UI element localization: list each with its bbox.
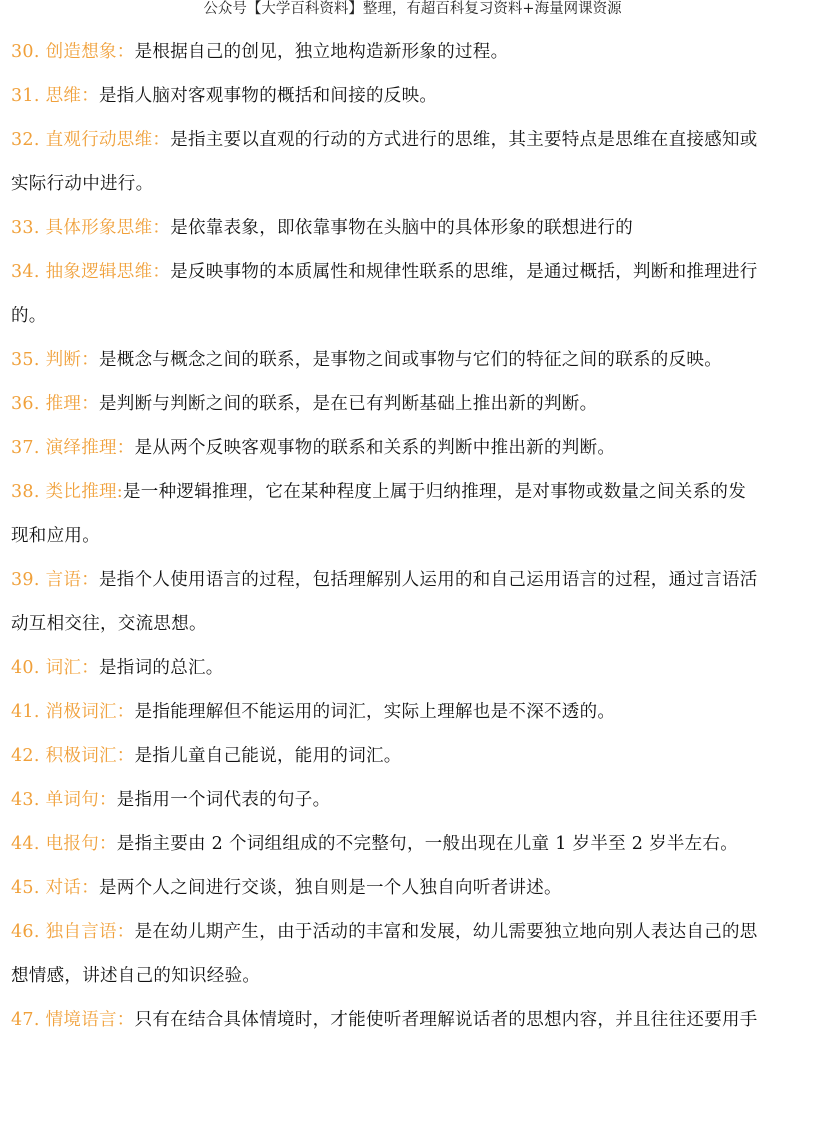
entry-line bbox=[11, 294, 816, 338]
page-header: 公众号【大学百科资料】整理，有超百科复习资料+海量网课资源 bbox=[203, 1, 622, 17]
glossary-entry bbox=[11, 382, 816, 426]
entry-definition: 是指人脑对客观事物的概括和间接的反映。 bbox=[99, 86, 438, 106]
entry-line bbox=[11, 646, 816, 690]
glossary-entry bbox=[11, 118, 816, 206]
entry-definition: 实际行动中进行。 bbox=[11, 174, 154, 194]
entry-term: 45. 对话： bbox=[11, 878, 99, 898]
entry-line bbox=[11, 426, 816, 470]
entry-definition: 是指主要以直观的行动的方式进行的思维，其主要特点是思维在直接感知或 bbox=[170, 130, 758, 150]
entry-line bbox=[11, 338, 816, 382]
entry-term: 44. 电报句： bbox=[11, 834, 117, 854]
entry-definition: 是两个人之间进行交谈，独自则是一个人独自向听者讲述。 bbox=[99, 878, 562, 898]
entry-line bbox=[11, 998, 816, 1042]
entry-term: 47. 情境语言： bbox=[11, 1010, 135, 1030]
entry-definition: 是指词的总汇。 bbox=[99, 658, 224, 678]
entry-line bbox=[11, 250, 816, 294]
entry-line bbox=[11, 690, 816, 734]
glossary-entry bbox=[11, 30, 816, 74]
glossary-entry bbox=[11, 822, 816, 866]
entry-definition: 现和应用。 bbox=[11, 526, 100, 546]
glossary-entries bbox=[11, 30, 816, 1042]
glossary-entry bbox=[11, 250, 816, 338]
entry-line bbox=[11, 514, 816, 558]
entry-definition: 是指儿童自己能说，能用的词汇。 bbox=[134, 746, 402, 766]
entry-term: 40. 词汇： bbox=[11, 658, 99, 678]
entry-line bbox=[11, 558, 816, 602]
entry-term: 32. 直观行动思维： bbox=[11, 130, 171, 150]
entry-definition: 是判断与判断之间的联系，是在已有判断基础上推出新的判断。 bbox=[99, 394, 598, 414]
glossary-entry bbox=[11, 470, 816, 558]
entry-line bbox=[11, 206, 816, 250]
entry-definition: 是指个人使用语言的过程，包括理解别人运用的和自己运用语言的过程，通过言语活 bbox=[99, 570, 758, 590]
entry-term: 31. 思维： bbox=[11, 86, 99, 106]
entry-definition: 的。 bbox=[11, 306, 47, 326]
entry-term: 35. 判断： bbox=[11, 350, 99, 370]
glossary-entry bbox=[11, 646, 816, 690]
entry-line bbox=[11, 162, 816, 206]
entry-definition: 只有在结合具体情境时，才能使听者理解说话者的思想内容，并且往往还要用手 bbox=[134, 1010, 758, 1030]
entry-definition: 是从两个反映客观事物的联系和关系的判断中推出新的判断。 bbox=[134, 438, 616, 458]
entry-line bbox=[11, 602, 816, 646]
entry-line bbox=[11, 74, 816, 118]
glossary-entry bbox=[11, 206, 816, 250]
entry-definition: 是指能理解但不能运用的词汇，实际上理解也是不深不透的。 bbox=[134, 702, 616, 722]
entry-line bbox=[11, 734, 816, 778]
entry-line bbox=[11, 30, 816, 74]
glossary-entry bbox=[11, 74, 816, 118]
glossary-entry bbox=[11, 778, 816, 822]
entry-definition: 是一种逻辑推理，它在某种程度上属于归纳推理，是对事物或数量之间关系的发 bbox=[123, 482, 746, 502]
glossary-entry bbox=[11, 734, 816, 778]
entry-term: 36. 推理： bbox=[11, 394, 99, 414]
entry-definition: 想情感，讲述自己的知识经验。 bbox=[11, 966, 261, 986]
entry-definition: 是根据自己的创见，独立地构造新形象的过程。 bbox=[134, 42, 509, 62]
entry-definition: 动互相交往，交流思想。 bbox=[11, 614, 207, 634]
glossary-entry bbox=[11, 690, 816, 734]
glossary-entry bbox=[11, 866, 816, 910]
entry-term: 42. 积极词汇： bbox=[11, 746, 135, 766]
entry-term: 33. 具体形象思维： bbox=[11, 218, 171, 238]
glossary-entry bbox=[11, 910, 816, 998]
entry-term: 37. 演绎推理： bbox=[11, 438, 135, 458]
entry-definition: 是概念与概念之间的联系，是事物之间或事物与它们的特征之间的联系的反映。 bbox=[99, 350, 722, 370]
glossary-entry bbox=[11, 998, 816, 1042]
entry-definition: 是在幼儿期产生，由于活动的丰富和发展，幼儿需要独立地向别人表达自己的思 bbox=[134, 922, 758, 942]
entry-line bbox=[11, 822, 816, 866]
glossary-entry bbox=[11, 558, 816, 646]
entry-definition: 是依靠表象，即依靠事物在头脑中的具体形象的联想进行的 bbox=[170, 218, 634, 238]
entry-line bbox=[11, 118, 816, 162]
entry-term: 30. 创造想象： bbox=[11, 42, 135, 62]
entry-definition: 是反映事物的本质属性和规律性联系的思维，是通过概括，判断和推理进行 bbox=[170, 262, 758, 282]
entry-term: 34. 抽象逻辑思维： bbox=[11, 262, 171, 282]
entry-definition: 是指主要由 2 个词组组成的不完整句，一般出现在儿童 1 岁半至 2 岁半左右。 bbox=[116, 834, 739, 854]
entry-term: 46. 独自言语： bbox=[11, 922, 135, 942]
entry-term: 38. 类比推理: bbox=[11, 482, 123, 502]
entry-line bbox=[11, 470, 816, 514]
entry-line bbox=[11, 778, 816, 822]
entry-term: 43. 单词句： bbox=[11, 790, 117, 810]
entry-term: 41. 消极词汇： bbox=[11, 702, 135, 722]
entry-line bbox=[11, 910, 816, 954]
entry-line bbox=[11, 382, 816, 426]
entry-line bbox=[11, 954, 816, 998]
glossary-entry bbox=[11, 426, 816, 470]
entry-term: 39. 言语： bbox=[11, 570, 99, 590]
entry-line bbox=[11, 866, 816, 910]
glossary-entry bbox=[11, 338, 816, 382]
entry-definition: 是指用一个词代表的句子。 bbox=[116, 790, 331, 810]
